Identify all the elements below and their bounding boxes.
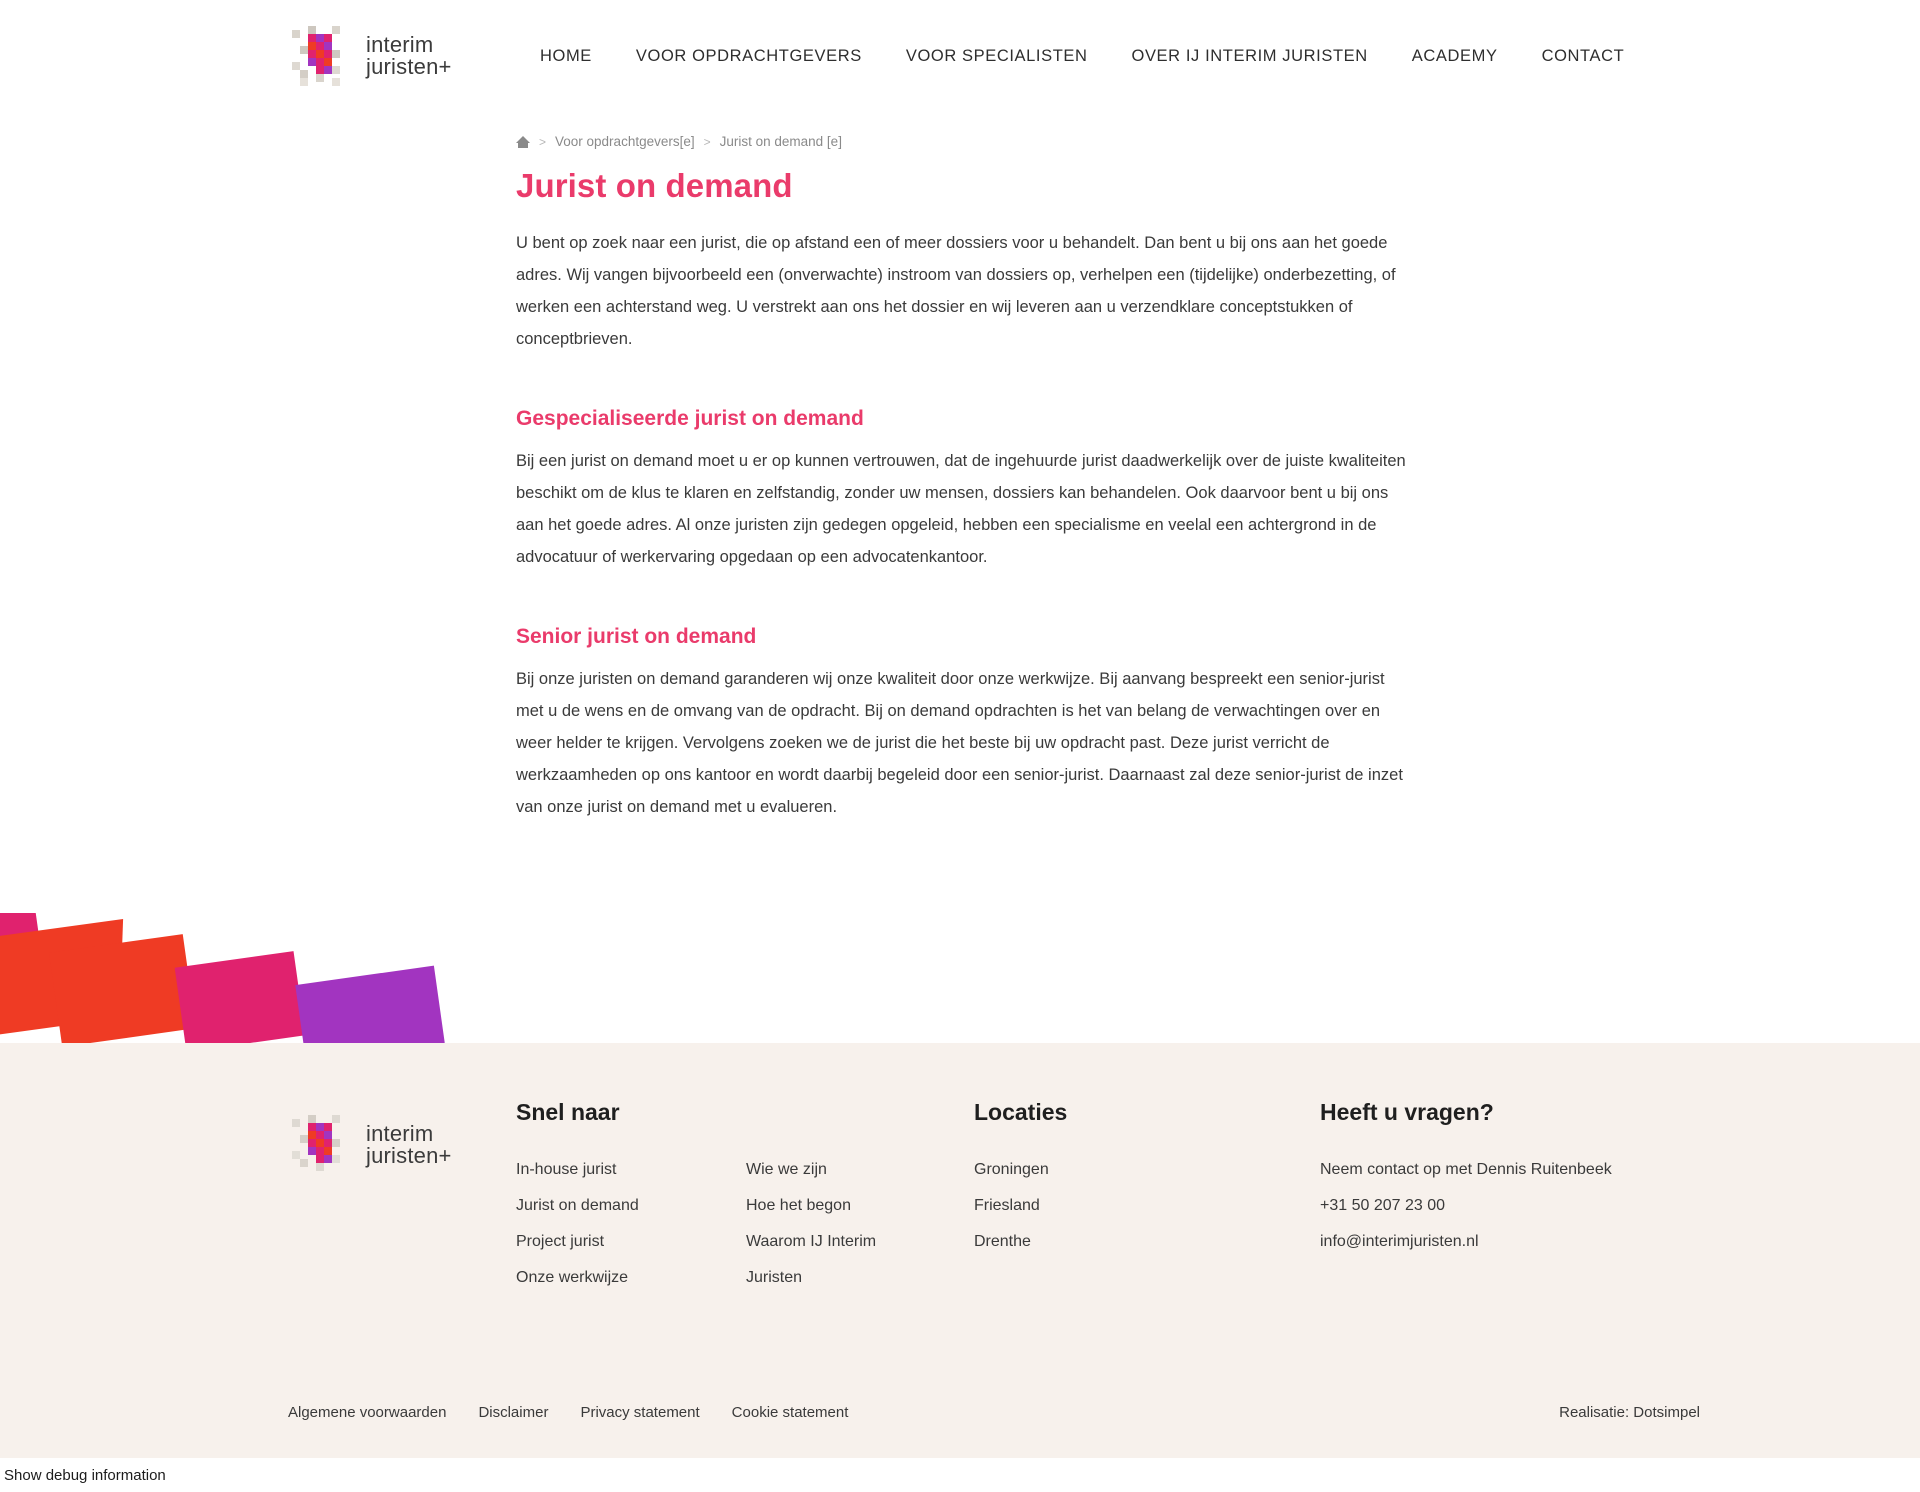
page-title: Jurist on demand: [516, 167, 793, 204]
footer-column-vragen: [1320, 1099, 1700, 1296]
footer-location-drenthe[interactable]: Drenthe: [974, 1233, 1031, 1250]
footer-heading-locaties: Locaties: [974, 1099, 1068, 1125]
footer-link-onze-werkwijze[interactable]: Onze werkwijze: [516, 1269, 629, 1286]
footer-link-list-a: [516, 1152, 746, 1296]
breadcrumb-item-jurist-on-demand: Jurist on demand [e]: [719, 134, 842, 149]
section-body-gespecialiseerde: Bij een jurist on demand moet u er op kunnen vertrouwen, dat de ingehuurde jurist daadwerkelijk over de juiste kwaliteiten beschikt om de klus te klaren en zelfstandig, zonder uw mensen, dossiers kan behandelen. Ook daarvoor bent u bij ons aan het goede adres. Al onze juristen zijn gedegen opgeleid, hebben een specialisme en veelal een achtergrond in de advocatuur of werkervaring opgedaan op een advocatenkantoor.: [516, 452, 1406, 566]
logo-mark-icon: [288, 1109, 360, 1181]
footer-link-project-jurist[interactable]: Project jurist: [516, 1233, 605, 1250]
footer-location-friesland[interactable]: Friesland: [974, 1197, 1040, 1214]
footer-link-in-house-jurist[interactable]: In-house jurist: [516, 1161, 617, 1178]
footer-location-groningen[interactable]: Groningen: [974, 1161, 1049, 1178]
section-heading-gespecialiseerde: Gespecialiseerde jurist on demand: [516, 407, 864, 430]
footer-column-locaties: [974, 1099, 1320, 1296]
debug-bar: [0, 1458, 1920, 1492]
logo-line-1: interim: [366, 32, 434, 57]
footer-heading-snel-naar: Snel naar: [516, 1099, 620, 1125]
logo-line-2: juristen+: [366, 54, 452, 79]
ribbon-shape-purple: [295, 966, 444, 1043]
footer-columns: [0, 1099, 1920, 1296]
nav-item-home[interactable]: HOME: [540, 46, 592, 65]
nav-item-over-ij-interim-juristen[interactable]: OVER IJ INTERIM JURISTEN: [1131, 46, 1368, 65]
footer-links-snel-naar: [516, 1152, 974, 1296]
section-heading-senior: Senior jurist on demand: [516, 625, 757, 648]
footer-logo-wordmark: [366, 1123, 452, 1167]
breadcrumb-separator: >: [703, 134, 711, 149]
site-header: [0, 0, 1920, 112]
site-logo[interactable]: [288, 18, 478, 94]
footer-email[interactable]: info@interimjuristen.nl: [1320, 1233, 1479, 1250]
footer-logo[interactable]: [288, 1099, 516, 1296]
footer-contact-person: Neem contact op met Dennis Ruitenbeek: [1320, 1161, 1612, 1178]
footer-link-juristen[interactable]: Juristen: [746, 1269, 803, 1286]
intro-paragraph: U bent op zoek naar een jurist, die op afstand een of meer dossiers voor u behandelt. Dan bent u bij ons aan het goede adres. Wij vangen bijvoorbeeld een (onverwachte) instroom van dossiers op, verhelpen een (tijdelijke) onderbezetting, of werken een achterstand weg. U verstrekt aan ons het dossier en wij leveren aan u verzendklare conceptstukken of conceptbrieven.: [516, 234, 1396, 348]
footer-phone[interactable]: +31 50 207 23 00: [1320, 1197, 1446, 1214]
home-icon[interactable]: [516, 136, 530, 148]
logo-wordmark: [366, 34, 452, 78]
main-navigation: [540, 47, 1624, 66]
footer-link-waarom-ij-interim[interactable]: Waarom IJ Interim: [746, 1233, 877, 1250]
nav-item-voor-opdrachtgevers[interactable]: VOOR OPDRACHTGEVERS: [635, 46, 862, 65]
footer-logo-line-2: juristen+: [366, 1143, 452, 1168]
ribbon-shape-magenta-2: [175, 951, 306, 1043]
footer-legal-links: [288, 1404, 848, 1421]
footer-link-cookie-statement[interactable]: Cookie statement: [731, 1403, 849, 1421]
nav-item-contact[interactable]: CONTACT: [1541, 46, 1625, 65]
nav-item-voor-specialisten[interactable]: VOOR SPECIALISTEN: [905, 46, 1088, 65]
section-body-senior: Bij onze juristen on demand garanderen wij onze kwaliteit door onze werkwijze. Bij aanvang bespreekt een senior-jurist met u de wens en de omvang van de opdracht. Bij on demand opdrachten is het van belang de verwachtingen over en weer helder te krijgen. Vervolgens zoeken we de jurist die het beste bij uw opdracht past. Deze jurist verricht de werkzaamheden op ons kantoor en wordt daarbij begeleid door een senior-jurist. Daarnaast zal deze senior-jurist de inzet van onze jurist on demand met u evalueren.: [516, 670, 1403, 816]
show-debug-information-link[interactable]: Show debug information: [4, 1466, 166, 1484]
decorative-ribbon: [0, 913, 1920, 1043]
footer-heading-vragen: Heeft u vragen?: [1320, 1099, 1494, 1125]
breadcrumb-item-voor-opdrachtgevers[interactable]: Voor opdrachtgevers[e]: [555, 134, 695, 149]
ribbon-shape-red-2: [49, 934, 196, 1043]
site-footer: [0, 1043, 1920, 1458]
footer-link-list-b: [746, 1152, 876, 1296]
logo-mark-icon: [288, 20, 360, 92]
footer-logo-inner[interactable]: [288, 1107, 478, 1183]
footer-link-algemene-voorwaarden[interactable]: Algemene voorwaarden: [288, 1403, 447, 1421]
footer-location-list: [974, 1152, 1320, 1260]
footer-column-snel-naar: [516, 1099, 974, 1296]
main-content: [0, 149, 1920, 863]
footer-bottom-bar: [0, 1366, 1920, 1458]
footer-link-wie-we-zijn[interactable]: Wie we zijn: [746, 1161, 827, 1178]
breadcrumb: [0, 134, 1920, 149]
footer-credit: Realisatie: Dotsimpel: [1559, 1403, 1700, 1421]
footer-link-disclaimer[interactable]: Disclaimer: [478, 1403, 549, 1421]
nav-item-academy[interactable]: ACADEMY: [1411, 46, 1498, 65]
footer-logo-line-1: interim: [366, 1121, 434, 1146]
footer-link-jurist-on-demand[interactable]: Jurist on demand: [516, 1197, 639, 1214]
breadcrumb-separator: >: [539, 134, 547, 149]
footer-link-privacy-statement[interactable]: Privacy statement: [580, 1403, 700, 1421]
footer-link-hoe-het-begon[interactable]: Hoe het begon: [746, 1197, 851, 1214]
